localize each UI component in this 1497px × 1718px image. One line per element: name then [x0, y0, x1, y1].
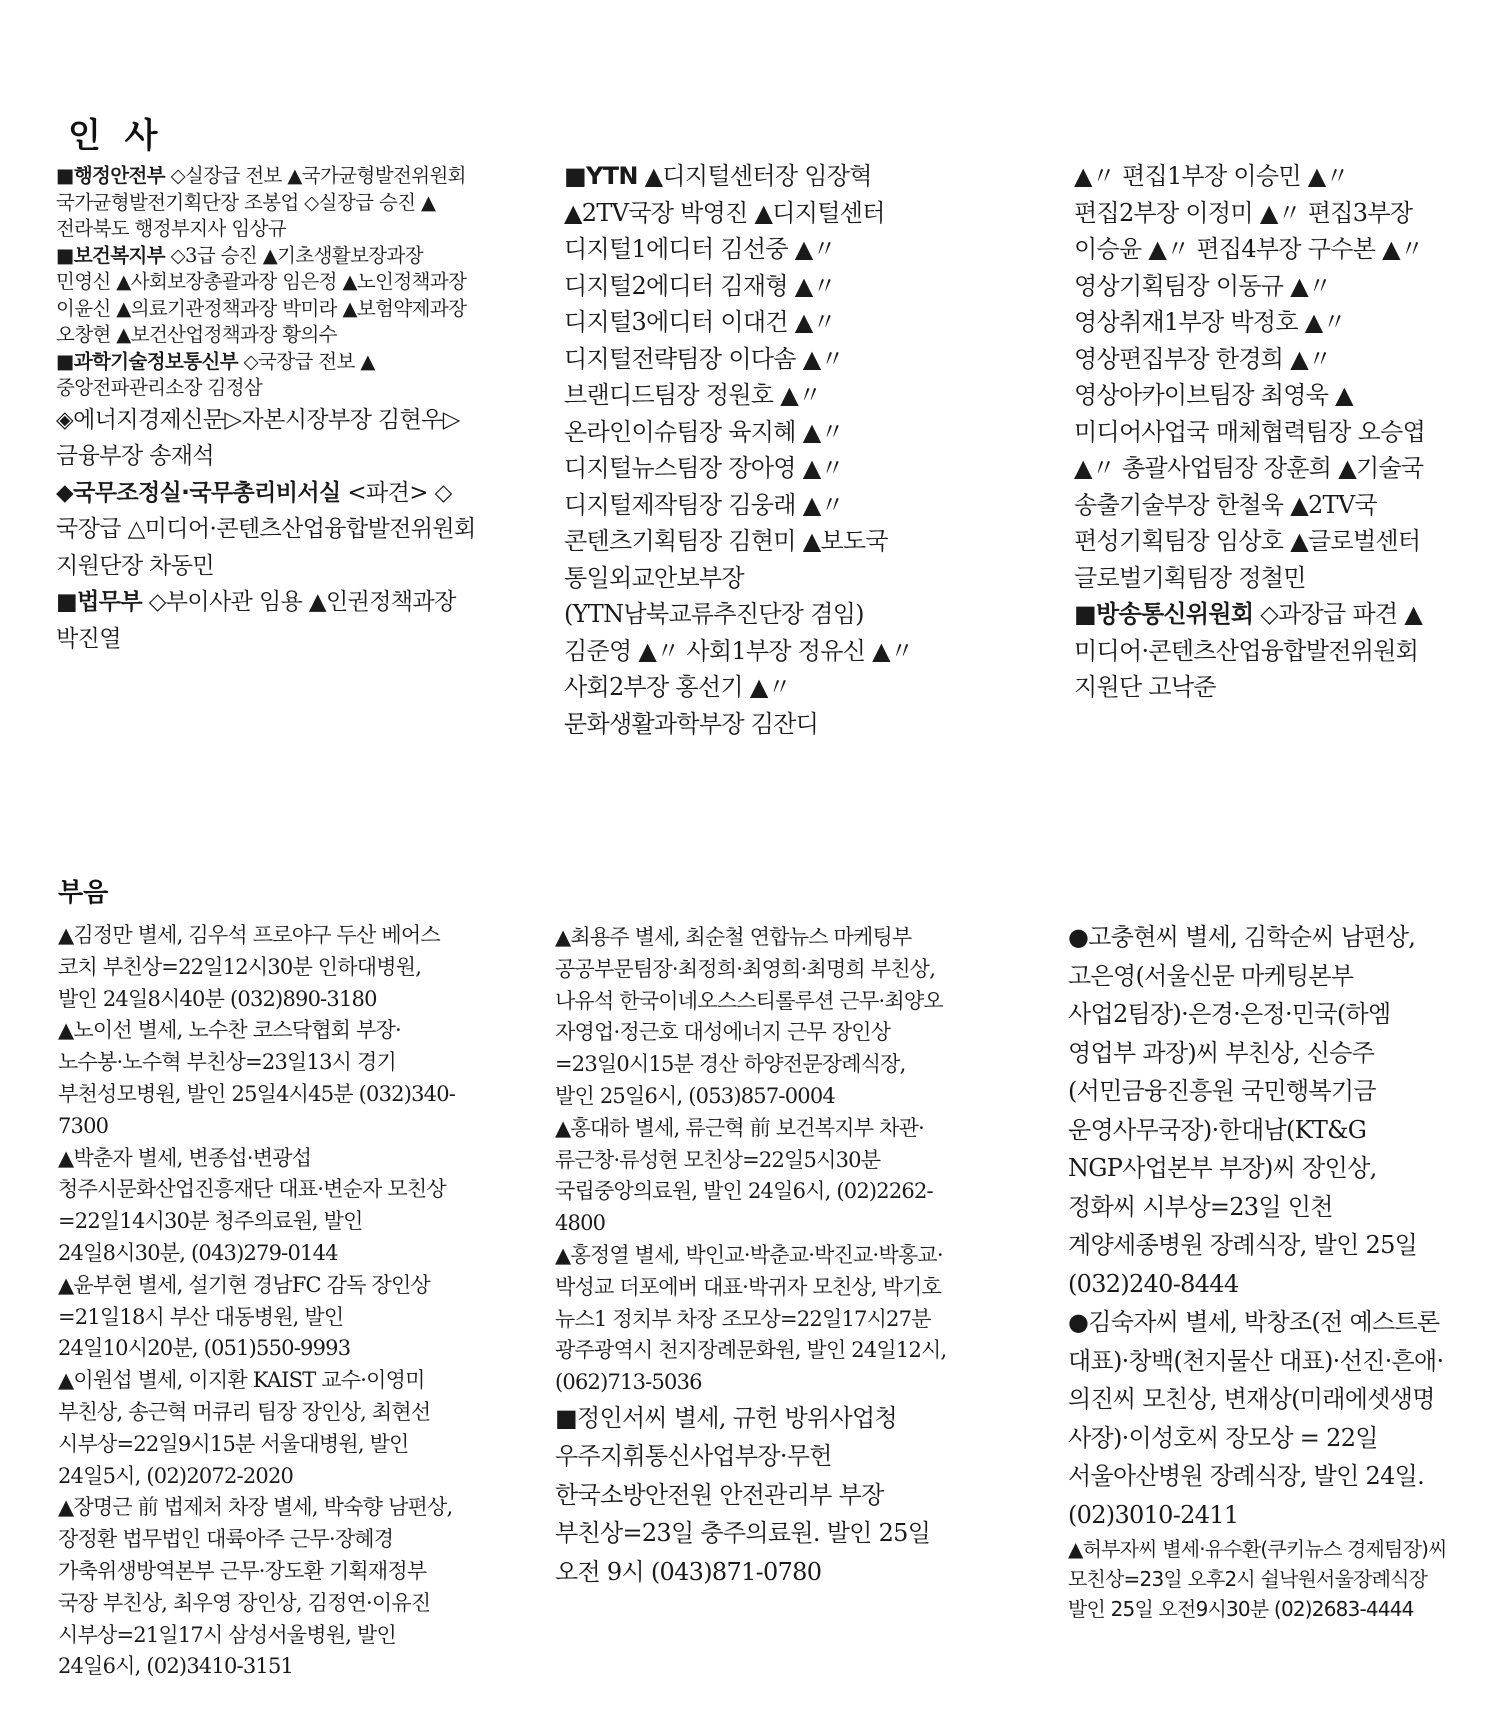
obituary-entry: ▲홍대하 별세, 류근혁 前 보건복지부 차관·류근창·류성현 모친상=22일5시30분 국립중앙의료원, 발인 24일6시, (02)2262-4800	[555, 1115, 933, 1236]
obituary-section-title: 부음	[58, 878, 109, 908]
obituary-column-3	[1068, 918, 1453, 1624]
dept-heading: ■과학기술정보통신부	[56, 349, 238, 373]
personnel-entry	[56, 475, 483, 585]
dept-heading: ◆국무조정실·국무총리비서실	[56, 479, 341, 506]
obituary-entry: ▲이원섭 별세, 이지환 KAIST 교수·이영미 부친상, 송근혁 머큐리 팀장 장인상, 최현선 시부상=22일9시15분 서울대병원, 발인 24일5시, (02)2072-2020	[58, 1368, 437, 1488]
obituary-entry: ▲최용주 별세, 최순철 연합뉴스 마케팅부 공공부문팀장·최정희·최영희·최명희 부친상, 나유석 한국이네오스스티롤루션 근무·최양오 자영업·정근호 대성에너지 근무 장인상=23일0시15분 경산 하양전문장례식장, 발인 25일6시, (053)857-0004	[555, 925, 949, 1108]
personnel-column-2	[564, 158, 936, 742]
dept-heading: ■행정안전부	[56, 164, 166, 187]
personnel-entry: ◈에너지경제신문▷자본시장부장 김현우▷금융부장 송재석	[56, 406, 460, 469]
obituary-entry: ●김숙자씨 별세, 박창조(전 예스트론 대표)·창백(천지물산 대표)·선진·흔애·의진씨 모친상, 변재상(미래에셋생명 사장)·이성호씨 장모상 = 22일 서울아산병원 장례식장, 발인 24일. (02)3010-2411	[1068, 1308, 1447, 1529]
personnel-entry: ▲〃 편집1부장 이승민 ▲〃 편집2부장 이정미 ▲〃 편집3부장 이승윤 ▲〃 편집4부장 구수본 ▲〃 영상기획팀장 이동규 ▲〃 영상취재1부장 박정호 ▲〃 영상편집부장 한경희 ▲〃 영상아카이브팀장 최영욱 ▲미디어사업국 매체협력팀장 오승엽 ▲〃 총괄사업팀장 장훈희 ▲기술국 송출기술부장 한철욱 ▲2TV국 편성기획팀장 임상호 ▲글로벌센터 글로벌기획팀장 정철민	[1074, 162, 1433, 592]
personnel-entry	[56, 243, 476, 349]
personnel-column-3	[1074, 158, 1446, 706]
obituary-entry: ■정인서씨 별세, 규헌 방위사업청 우주지휘통신사업부장·무헌 한국소방안전원 안전관리부 부장 부친상=23일 충주의료원. 발인 25일 오전 9시 (043)871-0780	[555, 1403, 938, 1586]
obituary-entry: ▲허부자씨 별세·유수환(쿠키뉴스 경제팀장)씨 모친상=23일 오후2시 쉴낙원서울장례식장 발인 25일 오전9시30분 (02)2683-4444	[1068, 1537, 1453, 1621]
entry-text: ◇국장급 전보 ▲중앙전파관리소장 김정삼	[56, 349, 375, 399]
entry-text: ◇과장급 파견 ▲미디어·콘텐츠산업융합발전위원회 지원단 고낙준	[1074, 600, 1426, 701]
obituary-entry: ▲박춘자 별세, 변종섭·변광섭 청주시문화산업진흥재단 대표·변순자 모친상=22일14시30분 청주의료원, 발인 24일8시30분, (043)279-0144	[58, 1145, 446, 1265]
personnel-column-1	[56, 163, 483, 657]
obituary-column-1	[58, 920, 458, 1683]
dept-heading: ■YTN	[564, 162, 638, 190]
obituary-entry: ▲윤부현 별세, 설기현 경남FC 감독 장인상=21일18시 부산 대동병원, 발인 24일10시20분, (051)550-9993	[58, 1272, 430, 1361]
entry-text: ◇부이사관 임용 ▲인권정책과장 박진열	[56, 589, 463, 652]
entry-text: ◇실장급 전보 ▲국가균형발전위원회 국가균형발전기획단장 조봉업 ◇실장급 승진 ▲전라북도 행정부지사 임상규	[56, 164, 472, 240]
entry-text: <파견> ◇국장급 △미디어·콘텐츠산업융합발전위원회 지원단장 차동민	[56, 479, 483, 579]
dept-heading: ■보건복지부	[56, 243, 166, 267]
obituary-entry: ▲홍정열 별세, 박인교·박춘교·박진교·박홍교·박성교 더포에버 대표·박귀자 모친상, 박기호 뉴스1 정치부 차장 조모상=22일17시27분 광주광역시 천지장례문화원, 발인 24일12시, (062)713-5036	[555, 1242, 953, 1395]
dept-heading: ■방송통신위원회	[1074, 600, 1254, 628]
obituary-entry: ●고충현씨 별세, 김학순씨 남편상, 고은영(서울신문 마케팅본부 사업2팀장)·은경·은정·민국(하엠 영업부 과장)씨 부친상, 신승주(서민금융진흥원 국민행복기금 운영사무국장)·한대남(KT&G NGP사업본부 부장)씨 장인상, 정화씨 시부상=23일 인천 계양세종병원 장례식장, 발인 25일 (032)240-8444	[1068, 923, 1425, 1298]
personnel-section-title: 인 사	[68, 116, 164, 156]
obituary-entry: ▲김정만 별세, 김우석 프로야구 두산 베어스 코치 부친상=22일12시30분 인하대병원, 발인 24일8시40분 (032)890-3180	[58, 923, 446, 1011]
personnel-entry	[56, 163, 476, 243]
personnel-entry	[56, 584, 476, 657]
obituary-entry: ▲노이선 별세, 노수찬 코스닥협회 부장·노수봉·노수혁 부친상=23일13시 경기 부천성모병원, 발인 25일4시45분 (032)340-7300	[58, 1018, 456, 1138]
personnel-entry	[1074, 596, 1446, 706]
dept-heading: ■법무부	[56, 589, 142, 615]
entry-text: ◇3급 승진 ▲기초생활보장과장 민영신 ▲사회보장총괄과장 임은정 ▲노인정책과장 이윤신 ▲의료기관정책과장 박미라 ▲보험약제과장 오창현 ▲보건산업정책과장 황의수	[56, 243, 472, 346]
personnel-entry	[564, 158, 936, 742]
obituary-column-2	[555, 922, 953, 1591]
entry-text: ▲디지털센터장 임장혁 ▲2TV국장 박영진 ▲디지털센터 디지털1에디터 김선중 ▲〃 디지털2에디터 김재형 ▲〃 디지털3에디터 이대건 ▲〃 디지털전략팀장 이다솜 ▲〃 브랜디드팀장 정원호 ▲〃 온라인이슈팀장 육지혜 ▲〃 디지털뉴스팀장 장아영 ▲〃 디지털제작팀장 김웅래 ▲〃 콘텐츠기획팀장 김현미 ▲보도국 통일외교안보부장(YTN남북교류추진단장 겸임) 김준영 ▲〃 사회1부장 정유신 ▲〃 사회2부장 홍선기 ▲〃 문화생활과학부장 김잔디	[564, 162, 921, 738]
obituary-entry: ▲장명근 前 법제처 차장 별세, 박숙향 남편상, 장정환 법무법인 대륙아주 근무·장혜경 가축위생방역본부 근무·장도환 기획재정부 국장 부친상, 최우영 장인상, 김정연·이유진 시부상=21일17시 삼성서울병원, 발인 24일6시, (02)3410-3151	[58, 1495, 459, 1679]
personnel-entry	[56, 349, 476, 402]
